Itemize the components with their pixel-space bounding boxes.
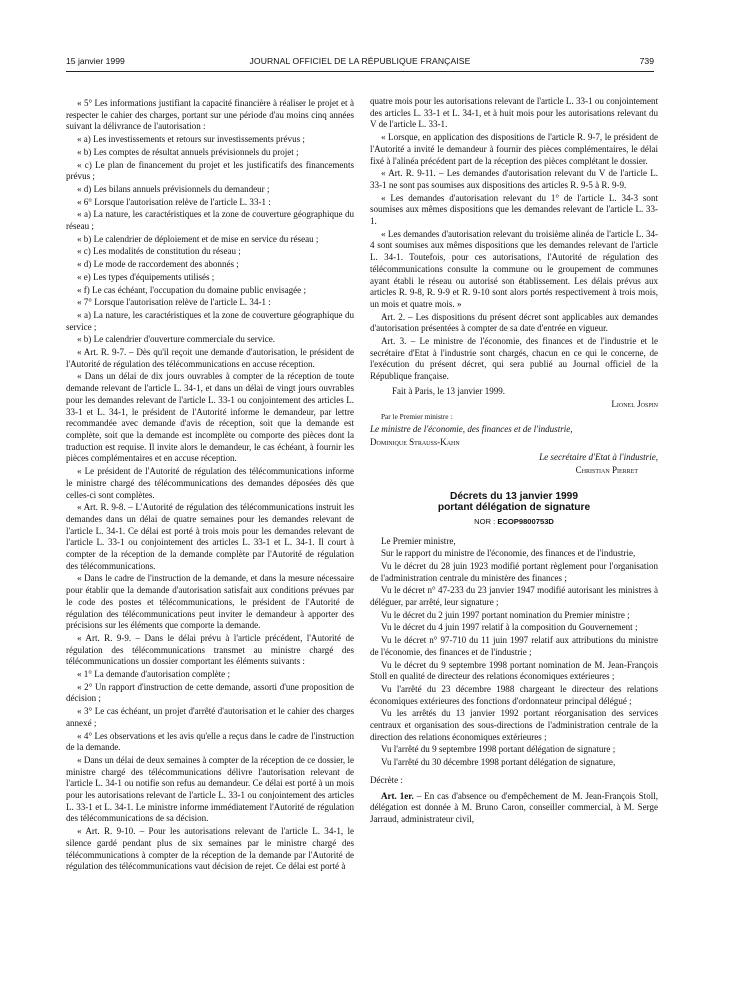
nor-value: ECOP9800753D: [497, 516, 554, 526]
paragraph: « a) La nature, les caractéristiques et la zone de couverture géographique du service ;: [66, 309, 354, 332]
paragraph: Vu les arrêtés du 13 janvier 1992 portant réorganisation des services centraux et organisation des sous-directions de l'administration centrale de la direction des relations économiques extérieures ;: [370, 708, 658, 742]
ministre-title: Le ministre de l'économie, des finances et de l'industrie,: [370, 423, 573, 434]
paragraph: Vu l'arrêté du 9 septembre 1998 portant délégation de signature ;: [381, 744, 616, 755]
paragraph: « Les demandes d'autorisation relevant du 1° de l'article L. 34-3 sont soumises aux mêmes dispositions que les demandes relevant de l'article L. 33-1.: [370, 192, 658, 227]
secretaire-name: Christian Pierret: [575, 465, 638, 476]
decree-title-line-2: portant délégation de signature: [437, 502, 591, 514]
nor-label: NOR :: [474, 516, 496, 526]
left-column: [66, 98, 354, 974]
paragraph: Art. 2. – Les dispositions du présent décret sont applicables aux demandes d'autorisation présentées à compter de sa date d'entrée en vigueur.: [370, 311, 658, 334]
paragraph: Vu le décret du 9 septembre 1998 portant nomination de M. Jean-François Stoll en qualité de directeur des relations économiques extérieures ;: [370, 659, 658, 682]
paragraph: Vu le décret n° 47-233 du 23 janvier 1947 modifié autorisant les ministres à déléguer, par arrêté, leur signature ;: [370, 585, 658, 608]
decree-title: [370, 491, 658, 514]
decrete: Décrète :: [370, 774, 403, 785]
paragraph: « 2° Un rapport d'instruction de cette demande, assorti d'une proposition de décision ;: [66, 681, 354, 704]
paragraph: Art. 3. – Le ministre de l'économie, des finances et de l'industrie et le secrétaire d'Etat à l'industrie sont chargés, chacun en ce qui le concerne, de l'exécution du présent décret, qui sera publié au Journal officiel de la République française.: [370, 336, 658, 382]
paragraph: « 7° Lorsque l'autorisation relève de l'article L. 34-1 :: [77, 297, 271, 308]
paragraph: « Le président de l'Autorité de régulation des télécommunications informe le ministre chargé des télécommunications des demandes déposées dès que celles-ci sont complètes.: [66, 466, 354, 500]
paragraph: « 6° Lorsque l'autorisation relève de l'article L. 33-1 :: [77, 196, 271, 207]
paragraph: « Art. R. 9-7. – Dès qu'il reçoit une demande d'autorisation, le président de l'Autorité de régulation des télécommunications en accuse réception.: [66, 347, 354, 369]
paragraph: « 3° Le cas échéant, un projet d'arrêté d'autorisation et le cahier des charges annexé ;: [66, 706, 354, 728]
paragraph: Le Premier ministre,: [381, 535, 456, 546]
paragraph: « f) Le cas échéant, l'occupation du domaine public envisagée ;: [77, 284, 306, 295]
journal-title: JOURNAL OFFICIEL DE LA RÉPUBLIQUE FRANÇAISE: [249, 56, 471, 66]
paragraph: Vu le décret n° 97-710 du 11 juin 1997 relatif aux attributions du ministre de l'économie, des finances et de l'industrie ;: [370, 635, 658, 657]
ministre-name: Dominique Strauss-Kahn: [370, 436, 460, 447]
paragraph: « 4° Les observations et les avis qu'elle a reçus dans le cadre de l'instruction de la demande.: [66, 730, 354, 753]
article-1-label: Art. 1er.: [381, 790, 414, 801]
paragraph: « c) Les modalités de constitution du réseau ;: [77, 246, 241, 257]
paragraph: « d) Les bilans annuels prévisionnels du demandeur ;: [77, 183, 270, 194]
paragraph: quatre mois pour les autorisations relevant de l'article L. 33-1 ou conjointement des articles L. 33-1 et L. 34-1, et à huit mois pour les autorisations relevant du V de l'article L. 33-1.: [370, 96, 658, 130]
paragraph: « a) La nature, les caractéristiques et la zone de couverture géographique du réseau ;: [66, 209, 354, 232]
paragraph: « Les demandes d'autorisation relevant du troisième alinéa de l'article L. 34-4 sont soumises aux mêmes dispositions que les demandes relevant de l'article L. 34-1. Toutefois, pour ces autorisations, l'Autorité de régulation des télécommunications consulte la commune ou le groupement de communes ayant établi le réseau ou autorisé son établissement. Les délais prévus aux articles R. 9-8, R. 9-9 et R. 9-10 sont alors portés respectivement à trois mois, un mois et quatre mois. »: [370, 228, 658, 309]
paragraph: « 5° Les informations justifiant la capacité financière à réaliser le projet et à respecter le cahier des charges, portant sur une période d'au moins cinq années suivant la délivrance de l'autorisation :: [66, 98, 354, 132]
issue-date: 15 janvier 1999: [66, 56, 125, 66]
paragraph: « b) Les comptes de résultat annuels prévisionnels du projet ;: [77, 146, 299, 157]
paragraph: Sur le rapport du ministre de l'économie, des finances et de l'industrie,: [381, 548, 636, 559]
paragraph: « b) Le calendrier de déploiement et de mise en service du réseau ;: [77, 233, 319, 244]
page-header: [66, 56, 654, 70]
paragraph: « Dans un délai de deux semaines à compter de la réception de ce dossier, le ministre chargé des télécommunications délivre l'autorisation relevant de l'article L. 34-1 ou notifie son refus au demandeur. Ce délai est porté à un mois pour les autorisations relevant de l'article L. 33-1 ou conjointement des articles L. 33-1 et L. 34-1. Le ministre informe immédiatement l'Autorité de régulation des télécommunications de sa décision.: [66, 754, 354, 824]
paragraph: « Dans un délai de dix jours ouvrables à compter de la réception de toute demande relevant de l'article L. 34-1, et dans un délai de vingt jours ouvrables pour les demandes relevant de l'article L. 33-1 ou conjointement des articles L. 33-1 et L. 34-1, le président de l'Autorité informe le demandeur, par lettre recommandée avec demande d'avis de réception, soit que la demande est complète, soit que la demande est incomplète ou comporte des pièces dont la traduction est requise. Il invite alors le demandeur, le cas échéant, à fournir les pièces complémentaires et en accuse réception.: [66, 371, 354, 464]
paragraph: « Art. R. 9-10. – Pour les autorisations relevant de l'article L. 34-1, le silence gardé pendant plus de six semaines par le ministre chargé des télécommunications à compter de la réception de la demande par l'Autorité de régulation des télécommunications vaut décision de rejet. Ce délai est porté à: [66, 826, 354, 872]
paragraph: « d) Le mode de raccordement des abonnés ;: [77, 259, 239, 270]
secretaire-title: Le secrétaire d'Etat à l'industrie,: [539, 452, 658, 463]
right-column: [370, 96, 658, 976]
article-1-text: – En cas d'absence ou d'empêchement de M. Jean-François Stoll, délégation est donnée à M. Bruno Caron, conseiller commercial, à M. Serge Jarraud, administrateur civil,: [370, 790, 658, 824]
paragraph: Vu le décret du 28 juin 1923 modifié portant règlement pour l'organisation de l'administration centrale du ministère des finances ;: [370, 560, 658, 583]
paragraph: « 1° La demande d'autorisation complète ;: [77, 669, 230, 680]
nor-reference: [370, 516, 658, 528]
article-1: [370, 791, 658, 826]
signature-prime-minister: Lionel Jospin: [611, 398, 658, 409]
paragraph: « e) Les types d'équipements utilisés ;: [77, 271, 215, 282]
header-rule: [66, 71, 654, 72]
paragraph: « Lorsque, en application des dispositions de l'article R. 9-7, le président de l'Autorité a invité le demandeur à fournir des pièces complémentaires, le délai fixé à l'alinéa précédent part de la réception des pièces complétant le dossier.: [370, 132, 658, 166]
paragraph: « b) Le calendrier d'ouverture commerciale du service.: [77, 334, 276, 345]
page-number: 739: [639, 56, 654, 66]
paragraph: Vu le décret du 4 juin 1997 relatif à la composition du Gouvernement ;: [381, 622, 638, 633]
paragraph: Vu l'arrêté du 30 décembre 1998 portant délégation de signature,: [381, 757, 616, 768]
par-le-premier-ministre: Par le Premier ministre :: [381, 412, 453, 422]
paragraph: « Art. R. 9-8. – L'Autorité de régulation des télécommunications instruit les demandes dans un délai de quatre semaines pour les demandes relevant de l'article L. 34-1. Ce délai est porté à trois mois pour les demandes relevant de l'article L. 33-1 ou conjointement des articles L. 33-1 et L. 34-1. Il court à compter de la réception de la demande complète par l'Autorité de régulation des télécommunications.: [66, 502, 354, 571]
continuation-text: [370, 96, 658, 398]
paragraph: « a) Les investissements et retours sur investissements prévus ;: [77, 134, 305, 145]
paragraph: « Dans le cadre de l'instruction de la demande, et dans la mesure nécessaire pour établir que la demande d'autorisation satisfait aux conditions prévues par le code des postes et télécommunications, le président de l'Autorité de régulation des télécommunications peut inviter le demandeur à apporter des précisions sur les éléments que comporte la demande.: [66, 573, 354, 631]
paragraph: « Art. R. 9-9. – Dans le délai prévu à l'article précédent, l'Autorité de régulation des télécommunications transmet au ministre chargé des télécommunications un dossier comportant les éléments suivants :: [66, 632, 354, 667]
decree-title-line-1: Décrets du 13 janvier 1999: [450, 490, 578, 502]
paragraph: Vu l'arrêté du 23 décembre 1988 chargeant le directeur des relations économiques extérieures des fonctions d'ordonnateur principal délégué ;: [370, 683, 658, 706]
paragraph: « c) Le plan de financement du projet et les justificatifs des financements prévus ;: [66, 159, 354, 182]
paragraph: « Art. R. 9-11. – Les demandes d'autorisation relevant du V de l'article L. 33-1 ne sont pas soumises aux dispositions des articles R. 9-5 à R. 9-9.: [370, 168, 658, 190]
decree-body: [370, 536, 658, 769]
paragraph: Vu le décret du 2 juin 1997 portant nomination du Premier ministre ;: [381, 609, 630, 620]
paragraph: Fait à Paris, le 13 janvier 1999.: [392, 385, 506, 396]
